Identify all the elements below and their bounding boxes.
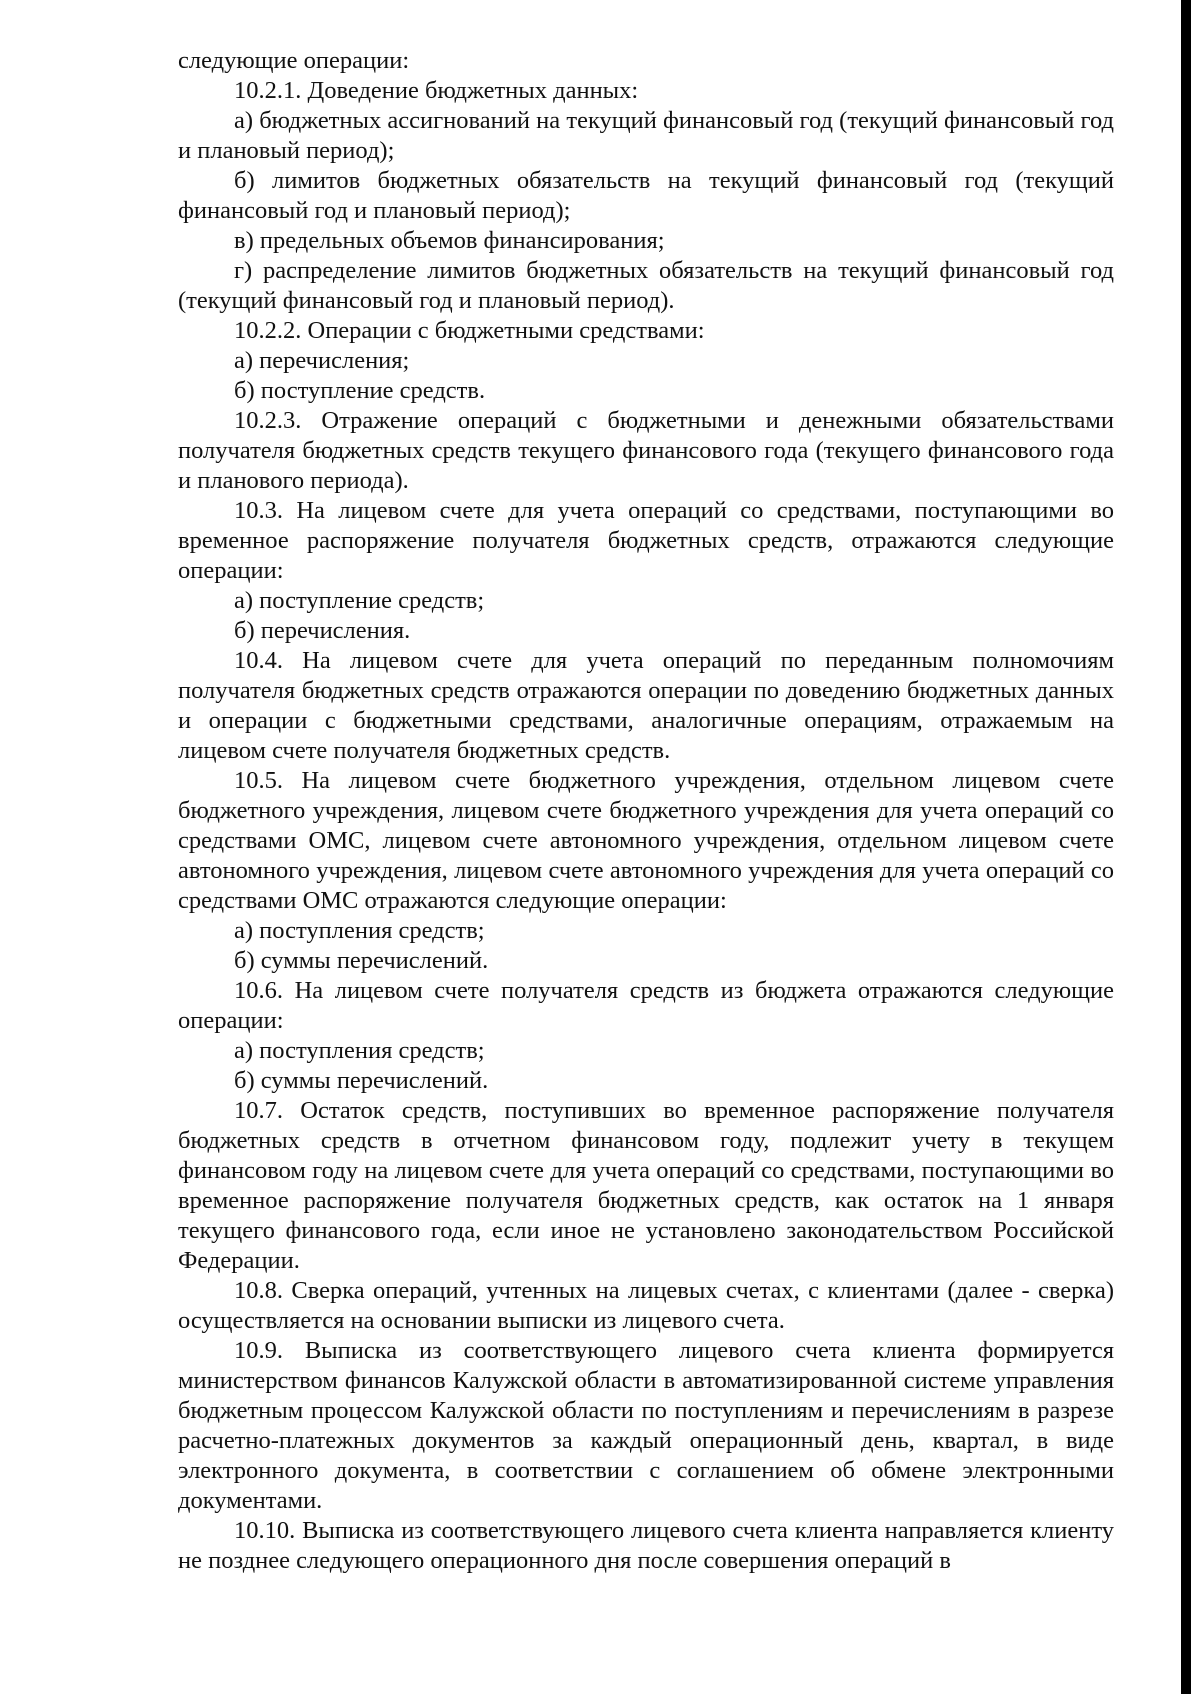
list-item-v: в) предельных объемов финансирования; <box>234 227 665 254</box>
paragraph-10-3: 10.3. На лицевом счете для учета операций со средствами, поступающими во временное распоряжение получателя бюджетных средств, отражаются следующие операции: <box>178 497 1114 584</box>
list-item-g: г) распределение лимитов бюджетных обязательств на текущий финансовый год (текущий финансовый год и плановый период). <box>178 257 1114 314</box>
paragraph-10-7: 10.7. Остаток средств, поступивших во временное распоряжение получателя бюджетных средств в отчетном финансовом году, подлежит учету в текущем финансовом году на лицевом счете для учета операций со средствами, поступающими во временное распоряжение получателя бюджетных средств, как остаток на 1 января текущего финансового года, если иное не установлено законодательством Российской Федерации. <box>178 1097 1114 1274</box>
paragraph-10-8: 10.8. Сверка операций, учтенных на лицевых счетах, с клиентами (далее - сверка) осуществляется на основании выписки из лицевого счета. <box>178 1277 1114 1334</box>
list-item-a: а) поступления средств; <box>234 917 485 944</box>
document-body <box>178 46 1114 1576</box>
paragraph-10-2-3: 10.2.3. Отражение операций с бюджетными и денежными обязательствами получателя бюджетных средств текущего финансового года (текущего финансового года и планового периода). <box>178 407 1114 494</box>
list-item-b: б) лимитов бюджетных обязательств на текущий финансовый год (текущий финансовый год и плановый период); <box>178 167 1114 224</box>
scan-edge-bar <box>1181 0 1191 1694</box>
list-item-b: б) поступление средств. <box>234 377 486 404</box>
paragraph-10-2-2: 10.2.2. Операции с бюджетными средствами: <box>234 317 705 344</box>
list-item-b: б) суммы перечислений. <box>234 1067 489 1094</box>
list-item-b: б) перечисления. <box>234 617 411 644</box>
list-item-a: а) поступление средств; <box>234 587 485 614</box>
paragraph-10-4: 10.4. На лицевом счете для учета операций по переданным полномочиям получателя бюджетных средств отражаются операции по доведению бюджетных данных и операции с бюджетными средствами, аналогичные операциям, отражаемым на лицевом счете получателя бюджетных средств. <box>178 647 1114 764</box>
list-item-b: б) суммы перечислений. <box>234 947 489 974</box>
list-item-a: а) поступления средств; <box>234 1037 485 1064</box>
list-item-a: а) перечисления; <box>234 347 410 374</box>
list-item-a: а) бюджетных ассигнований на текущий финансовый год (текущий финансовый год и плановый период); <box>178 107 1114 164</box>
paragraph-10-5: 10.5. На лицевом счете бюджетного учреждения, отдельном лицевом счете бюджетного учреждения, лицевом счете бюджетного учреждения для учета операций со средствами ОМС, лицевом счете автономного учреждения, отдельном лицевом счете автономного учреждения, лицевом счете автономного учреждения для учета операций со средствами ОМС отражаются следующие операции: <box>178 767 1114 914</box>
paragraph-10-9: 10.9. Выписка из соответствующего лицевого счета клиента формируется министерством финансов Калужской области в автоматизированной системе управления бюджетным процессом Калужской области по поступлениям и перечислениям в разрезе расчетно-платежных документов за каждый операционный день, квартал, в виде электронного документа, в соответствии с соглашением об обмене электронными документами. <box>178 1337 1114 1514</box>
paragraph-10-2-1: 10.2.1. Доведение бюджетных данных: <box>234 77 639 104</box>
paragraph-10-6: 10.6. На лицевом счете получателя средств из бюджета отражаются следующие операции: <box>178 977 1114 1034</box>
paragraph-10-10: 10.10. Выписка из соответствующего лицевого счета клиента направляется клиенту не позднее следующего операционного дня после совершения операций в <box>178 1517 1114 1574</box>
paragraph-continuation: следующие операции: <box>178 47 410 74</box>
